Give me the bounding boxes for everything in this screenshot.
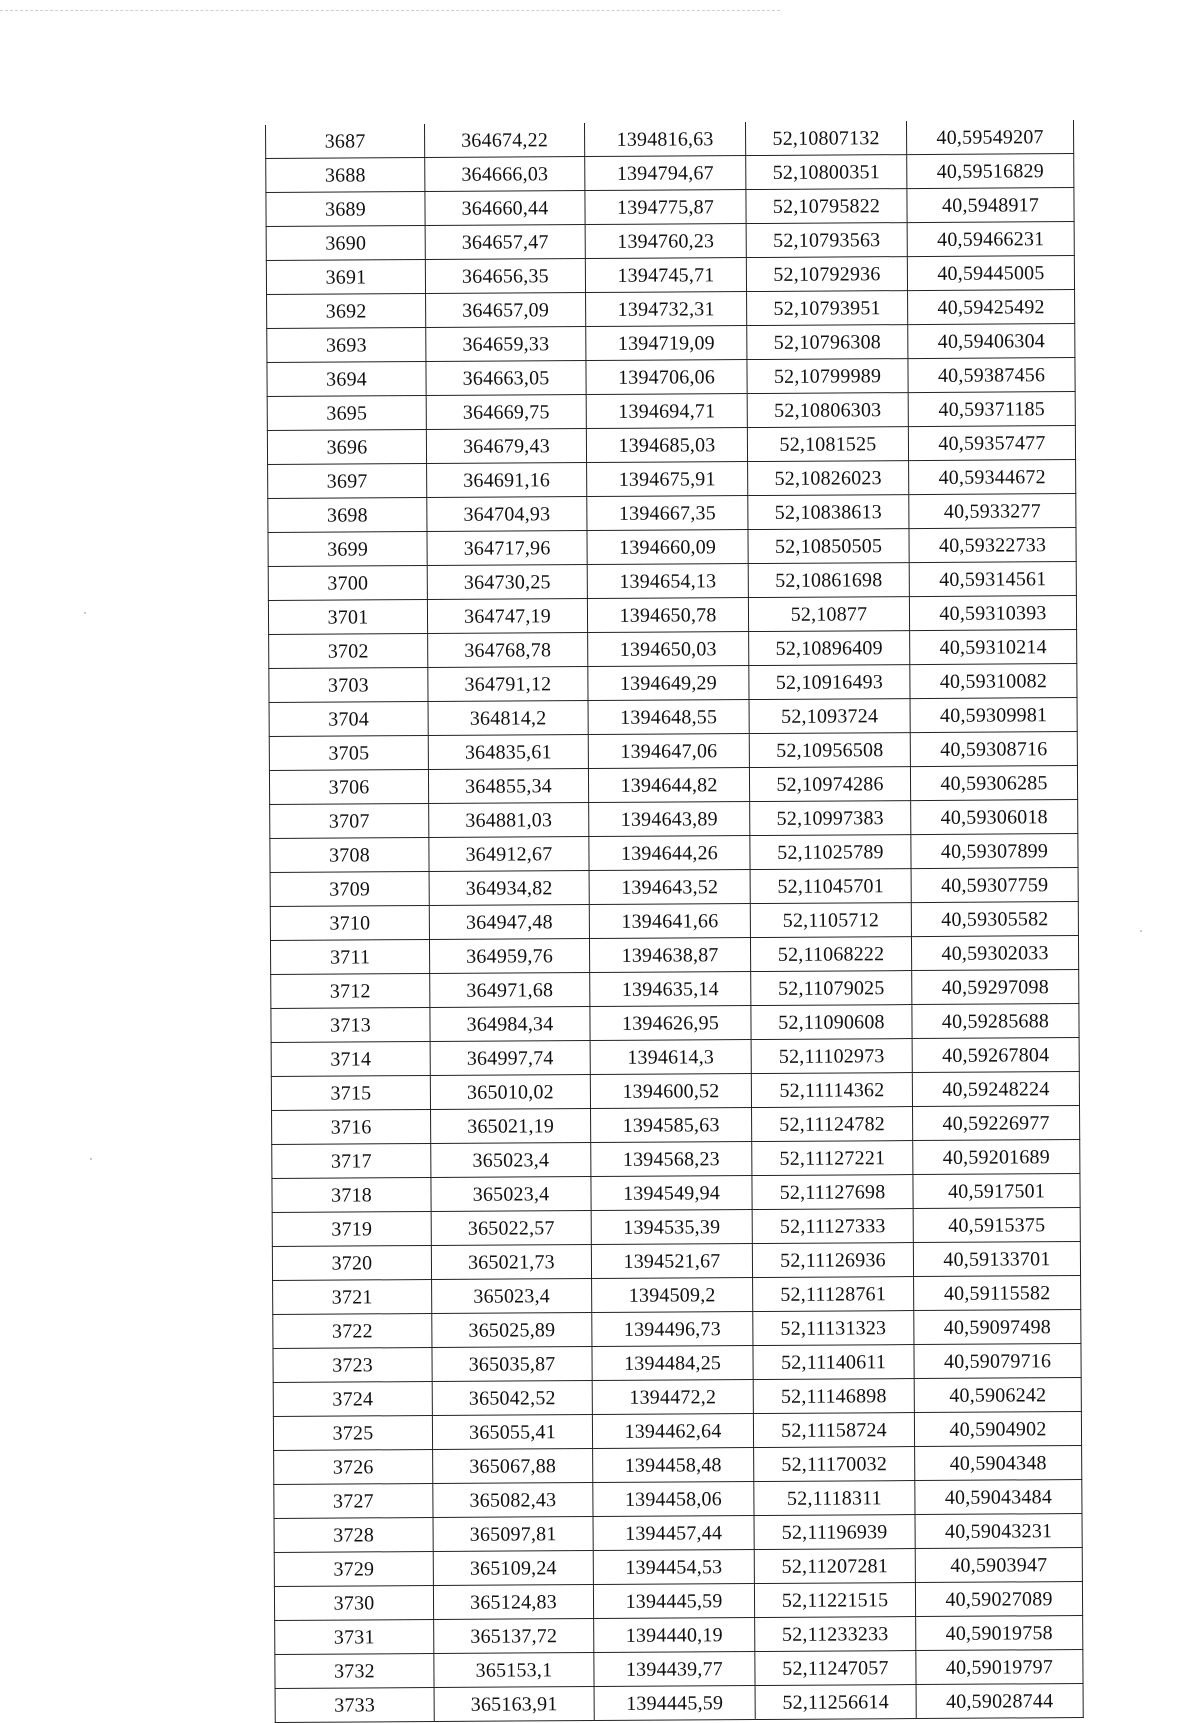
table-row [273,1344,1081,1383]
y-coordinate-cell: 1394462,64 [592,1414,753,1449]
table-row [270,936,1078,975]
y-coordinate-cell: 1394638,87 [589,938,750,973]
table-row [274,1446,1082,1485]
latitude-cell: 52,10974286 [749,767,910,802]
x-coordinate-cell: 364660,44 [425,191,585,226]
y-coordinate-cell: 1394650,03 [588,632,749,667]
longitude-cell: 40,59079716 [914,1344,1081,1379]
latitude-cell: 52,10806303 [747,393,908,428]
longitude-cell: 40,59406304 [908,324,1075,359]
x-coordinate-cell: 364691,16 [427,463,587,498]
point-number-cell: 3722 [273,1314,432,1349]
table-row [268,562,1076,601]
x-coordinate-cell: 365137,72 [434,1619,594,1654]
latitude-cell: 52,1081525 [747,427,908,462]
y-coordinate-cell: 1394445,59 [593,1584,754,1619]
latitude-cell: 52,1118311 [754,1481,915,1516]
longitude-cell: 40,59310082 [910,664,1077,699]
longitude-cell: 40,59133701 [913,1242,1080,1277]
latitude-cell: 52,10896409 [749,631,910,666]
x-coordinate-cell: 365022,57 [431,1211,591,1246]
latitude-cell: 52,10861698 [748,563,909,598]
x-coordinate-cell: 365163,91 [434,1687,594,1722]
table-row [271,1038,1079,1077]
point-number-cell: 3712 [271,974,430,1009]
y-coordinate-cell: 1394745,71 [585,258,746,293]
x-coordinate-cell: 364947,48 [429,905,589,940]
x-coordinate-cell: 364717,96 [427,531,587,566]
table-row [269,698,1077,737]
table-row [266,188,1074,227]
x-coordinate-cell: 364791,12 [428,667,588,702]
x-coordinate-cell: 364984,34 [430,1007,590,1042]
y-coordinate-cell: 1394521,67 [591,1244,752,1279]
table-row [267,290,1075,329]
longitude-cell: 40,59466231 [907,222,1074,257]
latitude-cell: 52,11221515 [754,1583,915,1618]
y-coordinate-cell: 1394775,87 [585,190,746,225]
point-number-cell: 3719 [272,1212,431,1247]
point-number-cell: 3713 [271,1008,430,1043]
y-coordinate-cell: 1394549,94 [591,1176,752,1211]
latitude-cell: 52,11068222 [750,937,911,972]
point-number-cell: 3721 [273,1280,432,1315]
x-coordinate-cell: 364768,78 [428,633,588,668]
table-row [266,120,1074,158]
point-number-cell: 3690 [266,226,425,261]
table-row [275,1684,1083,1723]
table-row [273,1378,1081,1417]
table-row [269,664,1077,703]
table-row [271,970,1079,1009]
table-row [270,800,1078,839]
latitude-cell: 52,11140611 [753,1345,914,1380]
x-coordinate-cell: 364666,03 [425,157,585,192]
table-row [274,1514,1082,1553]
table-row [272,1208,1080,1247]
longitude-cell: 40,5933277 [909,494,1076,529]
latitude-cell: 52,11146898 [753,1379,914,1414]
point-number-cell: 3691 [266,260,425,295]
table-row [273,1412,1081,1451]
longitude-cell: 40,59344672 [909,460,1076,495]
table-row [269,732,1077,771]
longitude-cell: 40,59285688 [912,1004,1079,1039]
latitude-cell: 52,11114362 [751,1073,912,1108]
x-coordinate-cell: 364747,19 [427,599,587,634]
point-number-cell: 3705 [269,736,428,771]
point-number-cell: 3698 [268,498,427,533]
point-number-cell: 3715 [271,1076,430,1111]
y-coordinate-cell: 1394694,71 [586,394,747,429]
table-row [270,834,1078,873]
longitude-cell: 40,5904902 [914,1412,1081,1447]
latitude-cell: 52,10838613 [748,495,909,530]
table-row [272,1140,1080,1179]
longitude-cell: 40,59097498 [914,1310,1081,1345]
point-number-cell: 3708 [270,838,429,873]
table-row [272,1106,1080,1145]
scan-edge-line [0,10,780,11]
latitude-cell: 52,1093724 [749,699,910,734]
x-coordinate-cell: 364730,25 [427,565,587,600]
x-coordinate-cell: 365153,1 [434,1653,594,1688]
y-coordinate-cell: 1394535,39 [591,1210,752,1245]
longitude-cell: 40,59043484 [915,1480,1082,1515]
scan-speck [84,612,86,614]
table-row [267,392,1075,431]
latitude-cell: 52,11079025 [751,971,912,1006]
latitude-cell: 52,11102973 [751,1039,912,1074]
table-row [270,868,1078,907]
latitude-cell: 52,10793563 [746,223,907,258]
table-row [266,154,1074,193]
latitude-cell: 52,11256614 [755,1685,916,1720]
x-coordinate-cell: 365097,81 [433,1517,593,1552]
longitude-cell: 40,5915375 [913,1208,1080,1243]
y-coordinate-cell: 1394649,29 [588,666,749,701]
x-coordinate-cell: 364997,74 [430,1041,590,1076]
longitude-cell: 40,5917501 [913,1174,1080,1209]
x-coordinate-cell: 364669,75 [426,395,586,430]
table-row [272,1174,1080,1213]
table-row [271,1072,1079,1111]
latitude-cell: 52,11158724 [753,1413,914,1448]
table-row [270,902,1078,941]
y-coordinate-cell: 1394457,44 [593,1516,754,1551]
y-coordinate-cell: 1394719,09 [586,326,747,361]
longitude-cell: 40,59516829 [907,154,1074,189]
point-number-cell: 3701 [268,600,427,635]
x-coordinate-cell: 364704,93 [427,497,587,532]
y-coordinate-cell: 1394568,23 [591,1142,752,1177]
y-coordinate-cell: 1394458,06 [593,1482,754,1517]
table-row [268,596,1076,635]
coordinates-table-body [266,120,1084,1722]
longitude-cell: 40,5903947 [915,1548,1082,1583]
table-row [269,766,1077,805]
point-number-cell: 3695 [267,396,426,431]
latitude-cell: 52,10796308 [747,325,908,360]
y-coordinate-cell: 1394650,78 [587,598,748,633]
longitude-cell: 40,59425492 [908,290,1075,325]
y-coordinate-cell: 1394643,89 [589,802,750,837]
x-coordinate-cell: 364881,03 [429,803,589,838]
longitude-cell: 40,5904348 [915,1446,1082,1481]
latitude-cell: 52,10850505 [748,529,909,564]
table-row [266,256,1074,295]
y-coordinate-cell: 1394439,77 [594,1652,755,1687]
x-coordinate-cell: 364659,33 [426,327,586,362]
table-row [267,426,1075,465]
latitude-cell: 52,10826023 [748,461,909,496]
x-coordinate-cell: 364934,82 [429,871,589,906]
longitude-cell: 40,59248224 [912,1072,1079,1107]
longitude-cell: 40,59307759 [911,868,1078,903]
longitude-cell: 40,59027089 [915,1582,1082,1617]
x-coordinate-cell: 365067,88 [433,1449,593,1484]
y-coordinate-cell: 1394585,63 [591,1108,752,1143]
point-number-cell: 3733 [275,1687,434,1722]
table-row [268,528,1076,567]
x-coordinate-cell: 365035,87 [432,1347,592,1382]
longitude-cell: 40,59308716 [910,732,1077,767]
point-number-cell: 3711 [270,940,429,975]
point-number-cell: 3732 [275,1653,434,1688]
latitude-cell: 52,11127333 [752,1209,913,1244]
y-coordinate-cell: 1394667,35 [587,496,748,531]
point-number-cell: 3687 [266,124,425,158]
coordinates-table [265,120,1084,1723]
y-coordinate-cell: 1394600,52 [590,1074,751,1109]
table-row [271,1004,1079,1043]
x-coordinate-cell: 364663,05 [426,361,586,396]
longitude-cell: 40,59445005 [907,256,1074,291]
point-number-cell: 3714 [271,1042,430,1077]
point-number-cell: 3688 [266,158,425,193]
latitude-cell: 52,10792936 [746,257,907,292]
latitude-cell: 52,10956508 [749,733,910,768]
point-number-cell: 3692 [267,294,426,329]
table-row [267,358,1075,397]
y-coordinate-cell: 1394660,09 [587,530,748,565]
point-number-cell: 3730 [274,1585,433,1620]
latitude-cell: 52,11127221 [752,1141,913,1176]
y-coordinate-cell: 1394509,2 [592,1278,753,1313]
longitude-cell: 40,5906242 [914,1378,1081,1413]
latitude-cell: 52,11128761 [753,1277,914,1312]
point-number-cell: 3694 [267,362,426,397]
latitude-cell: 52,11124782 [752,1107,913,1142]
latitude-cell: 52,11090608 [751,1005,912,1040]
table-row [266,222,1074,261]
x-coordinate-cell: 364656,35 [425,259,585,294]
point-number-cell: 3723 [273,1348,432,1383]
y-coordinate-cell: 1394472,2 [592,1380,753,1415]
y-coordinate-cell: 1394635,14 [590,972,751,1007]
x-coordinate-cell: 364814,2 [428,701,588,736]
x-coordinate-cell: 365023,4 [431,1143,591,1178]
y-coordinate-cell: 1394496,73 [592,1312,753,1347]
point-number-cell: 3716 [272,1110,431,1145]
point-number-cell: 3696 [267,430,426,465]
table-row [269,630,1077,669]
latitude-cell: 52,11127698 [752,1175,913,1210]
point-number-cell: 3724 [273,1382,432,1417]
y-coordinate-cell: 1394643,52 [589,870,750,905]
x-coordinate-cell: 364855,34 [428,769,588,804]
longitude-cell: 40,59305582 [911,902,1078,937]
x-coordinate-cell: 365082,43 [433,1483,593,1518]
y-coordinate-cell: 1394685,03 [586,428,747,463]
longitude-cell: 40,59201689 [913,1140,1080,1175]
longitude-cell: 40,59307899 [911,834,1078,869]
y-coordinate-cell: 1394614,3 [590,1040,751,1075]
point-number-cell: 3699 [268,532,427,567]
y-coordinate-cell: 1394648,55 [588,700,749,735]
point-number-cell: 3702 [269,634,428,669]
y-coordinate-cell: 1394445,59 [594,1686,755,1721]
y-coordinate-cell: 1394458,48 [593,1448,754,1483]
y-coordinate-cell: 1394641,66 [589,904,750,939]
longitude-cell: 40,59357477 [908,426,1075,461]
x-coordinate-cell: 365021,19 [431,1109,591,1144]
point-number-cell: 3689 [266,192,425,227]
x-coordinate-cell: 365042,52 [432,1381,592,1416]
x-coordinate-cell: 364959,76 [429,939,589,974]
longitude-cell: 40,59043231 [915,1514,1082,1549]
latitude-cell: 52,10997383 [750,801,911,836]
longitude-cell: 40,59028744 [916,1684,1083,1719]
latitude-cell: 52,10799989 [747,359,908,394]
longitude-cell: 40,59115582 [914,1276,1081,1311]
longitude-cell: 40,5948917 [907,188,1074,223]
x-coordinate-cell: 365023,4 [431,1177,591,1212]
latitude-cell: 52,11126936 [752,1243,913,1278]
latitude-cell: 52,11233233 [755,1617,916,1652]
table-row [272,1242,1080,1281]
latitude-cell: 52,11131323 [753,1311,914,1346]
table-row [268,460,1076,499]
longitude-cell: 40,59322733 [909,528,1076,563]
latitude-cell: 52,10800351 [746,155,907,190]
table-row [275,1650,1083,1689]
x-coordinate-cell: 365010,02 [430,1075,590,1110]
point-number-cell: 3703 [269,668,428,703]
point-number-cell: 3700 [268,566,427,601]
longitude-cell: 40,59302033 [911,936,1078,971]
y-coordinate-cell: 1394644,26 [589,836,750,871]
point-number-cell: 3704 [269,702,428,737]
x-coordinate-cell: 365021,73 [431,1245,591,1280]
y-coordinate-cell: 1394484,25 [592,1346,753,1381]
latitude-cell: 52,11247057 [755,1651,916,1686]
point-number-cell: 3709 [270,872,429,907]
x-coordinate-cell: 364674,22 [424,123,584,157]
y-coordinate-cell: 1394732,31 [586,292,747,327]
longitude-cell: 40,59267804 [912,1038,1079,1073]
latitude-cell: 52,11207281 [754,1549,915,1584]
latitude-cell: 52,11196939 [754,1515,915,1550]
longitude-cell: 40,59371185 [908,392,1075,427]
point-number-cell: 3729 [274,1551,433,1586]
table-row [275,1616,1083,1655]
latitude-cell: 52,10916493 [749,665,910,700]
table-row [267,324,1075,363]
longitude-cell: 40,59310214 [910,630,1077,665]
scan-speck [1140,930,1142,932]
latitude-cell: 52,11045701 [750,869,911,904]
point-number-cell: 3726 [274,1450,433,1485]
table-row [274,1480,1082,1519]
y-coordinate-cell: 1394794,67 [585,156,746,191]
x-coordinate-cell: 365025,89 [432,1313,592,1348]
longitude-cell: 40,59297098 [912,970,1079,1005]
scan-speck [90,1158,92,1160]
y-coordinate-cell: 1394654,13 [587,564,748,599]
longitude-cell: 40,59314561 [909,562,1076,597]
longitude-cell: 40,59387456 [908,358,1075,393]
longitude-cell: 40,59549207 [906,120,1073,155]
latitude-cell: 52,10877 [748,597,909,632]
y-coordinate-cell: 1394647,06 [588,734,749,769]
table-row [274,1548,1082,1587]
x-coordinate-cell: 364835,61 [428,735,588,770]
point-number-cell: 3731 [275,1619,434,1654]
latitude-cell: 52,10795822 [746,189,907,224]
longitude-cell: 40,59310393 [909,596,1076,631]
x-coordinate-cell: 364971,68 [430,973,590,1008]
x-coordinate-cell: 365023,4 [432,1279,592,1314]
y-coordinate-cell: 1394706,06 [586,360,747,395]
x-coordinate-cell: 364912,67 [429,837,589,872]
point-number-cell: 3718 [272,1178,431,1213]
point-number-cell: 3727 [274,1484,433,1519]
y-coordinate-cell: 1394675,91 [587,462,748,497]
x-coordinate-cell: 364679,43 [426,429,586,464]
y-coordinate-cell: 1394454,53 [593,1550,754,1585]
point-number-cell: 3697 [268,464,427,499]
latitude-cell: 52,11170032 [754,1447,915,1482]
longitude-cell: 40,59306285 [910,766,1077,801]
point-number-cell: 3706 [269,770,428,805]
point-number-cell: 3707 [270,804,429,839]
longitude-cell: 40,59309981 [910,698,1077,733]
point-number-cell: 3720 [272,1246,431,1281]
x-coordinate-cell: 365055,41 [432,1415,592,1450]
y-coordinate-cell: 1394440,19 [594,1618,755,1653]
point-number-cell: 3717 [272,1144,431,1179]
table-row [274,1582,1082,1621]
table-row [273,1276,1081,1315]
y-coordinate-cell: 1394644,82 [588,768,749,803]
latitude-cell: 52,1105712 [750,903,911,938]
latitude-cell: 52,10793951 [747,291,908,326]
longitude-cell: 40,59226977 [913,1106,1080,1141]
x-coordinate-cell: 365109,24 [433,1551,593,1586]
y-coordinate-cell: 1394760,23 [585,224,746,259]
y-coordinate-cell: 1394816,63 [584,122,745,156]
x-coordinate-cell: 364657,09 [426,293,586,328]
longitude-cell: 40,59306018 [911,800,1078,835]
point-number-cell: 3725 [273,1416,432,1451]
table-row [273,1310,1081,1349]
point-number-cell: 3728 [274,1517,433,1552]
longitude-cell: 40,59019797 [916,1650,1083,1685]
y-coordinate-cell: 1394626,95 [590,1006,751,1041]
longitude-cell: 40,59019758 [916,1616,1083,1651]
point-number-cell: 3693 [267,328,426,363]
point-number-cell: 3710 [270,906,429,941]
latitude-cell: 52,10807132 [745,121,906,155]
latitude-cell: 52,11025789 [750,835,911,870]
table-row [268,494,1076,533]
x-coordinate-cell: 364657,47 [425,225,585,260]
x-coordinate-cell: 365124,83 [433,1585,593,1620]
